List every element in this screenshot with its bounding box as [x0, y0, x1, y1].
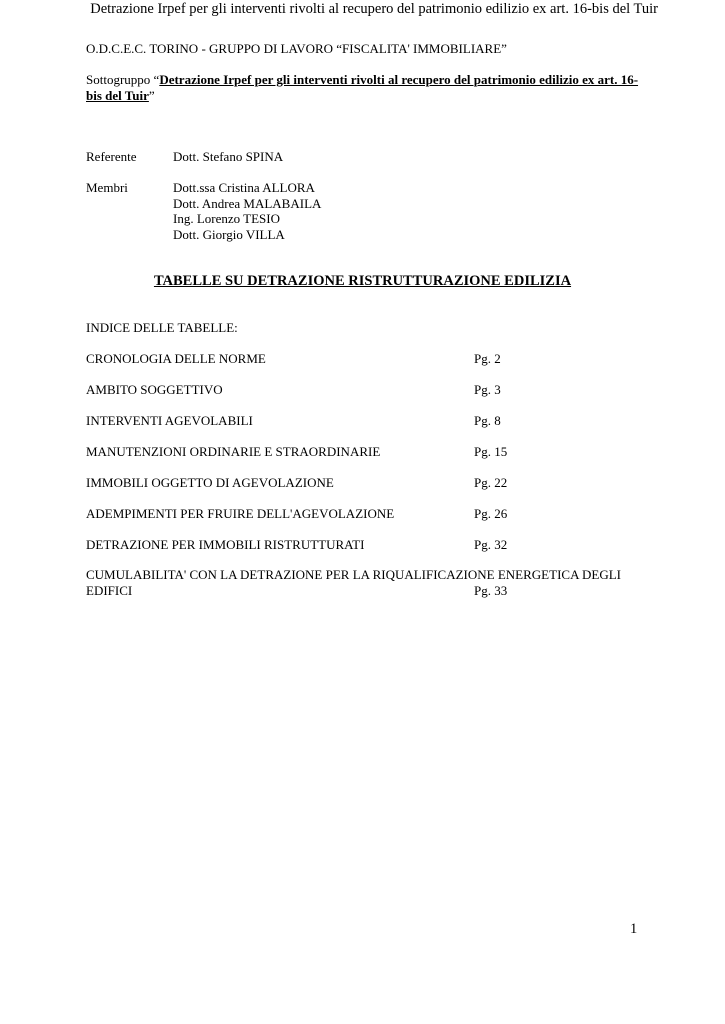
toc-item: [86, 444, 646, 460]
referent-label: Referente: [86, 149, 137, 164]
members-list: [173, 180, 321, 242]
toc-item-page: Pg. 26: [474, 506, 508, 521]
subgroup-prefix: Sottogruppo “: [86, 72, 160, 87]
subgroup-suffix: ”: [148, 88, 155, 103]
member-name: Dott. Giorgio VILLA: [173, 226, 285, 242]
toc-item-label: ADEMPIMENTI PER FRUIRE DELL'AGEVOLAZIONE: [86, 506, 395, 521]
org-line: O.D.C.E.C. TORINO - GRUPPO DI LAVORO “FISCALITA' IMMOBILIARE”: [86, 41, 507, 56]
toc-item: [86, 567, 646, 599]
running-header: Detrazione Irpef per gli interventi rivolti al recupero del patrimonio edilizio ex art. 16-bis del Tuir: [90, 1, 658, 17]
toc-item-page: Pg. 3: [474, 382, 501, 397]
subgroup-title: Detrazione Irpef per gli interventi rivolti al recupero del patrimonio edilizio ex art. 16-bis del Tuir: [86, 72, 639, 103]
referent-name: Dott. Stefano SPINA: [173, 149, 284, 164]
subgroup-line: [86, 72, 646, 104]
toc-item-page: Pg. 32: [474, 537, 508, 552]
member-name: Ing. Lorenzo TESIO: [173, 211, 280, 227]
toc-item: [86, 351, 646, 367]
toc-item-page: Pg. 2: [474, 351, 501, 366]
toc-item-label: CRONOLOGIA DELLE NORME: [86, 351, 266, 366]
member-name: Dott. Andrea MALABAILA: [173, 195, 322, 211]
document-title: TABELLE SU DETRAZIONE RISTRUTTURAZIONE EDILIZIA: [153, 273, 572, 289]
toc-item-page: Pg. 15: [474, 444, 508, 459]
toc-item: [86, 506, 646, 522]
toc-item-label: MANUTENZIONI ORDINARIE E STRAORDINARIE: [86, 444, 381, 459]
toc-item: [86, 382, 646, 398]
toc-item: [86, 475, 646, 491]
toc-item-label: IMMOBILI OGGETTO DI AGEVOLAZIONE: [86, 475, 334, 490]
toc-item-label: DETRAZIONE PER IMMOBILI RISTRUTTURATI: [86, 537, 365, 552]
toc-item-label-line2: EDIFICI: [86, 582, 133, 598]
toc-item: [86, 413, 646, 429]
toc-item-label: AMBITO SOGGETTIVO: [86, 382, 223, 397]
toc-item-page: Pg. 33: [474, 582, 508, 598]
index-heading: INDICE DELLE TABELLE:: [86, 320, 238, 335]
member-name: Dott.ssa Cristina ALLORA: [173, 180, 315, 195]
toc-item: [86, 537, 646, 553]
toc-item-label: INTERVENTI AGEVOLABILI: [86, 413, 253, 428]
page-number: 1: [630, 921, 638, 937]
members-label: Membri: [86, 180, 128, 195]
toc-item-label-line1: CUMULABILITA' CON LA DETRAZIONE PER LA RIQUALIFICAZIONE ENERGETICA DEGLI: [86, 567, 621, 582]
toc-item-page: Pg. 8: [474, 413, 501, 428]
toc-item-page: Pg. 22: [474, 475, 508, 490]
